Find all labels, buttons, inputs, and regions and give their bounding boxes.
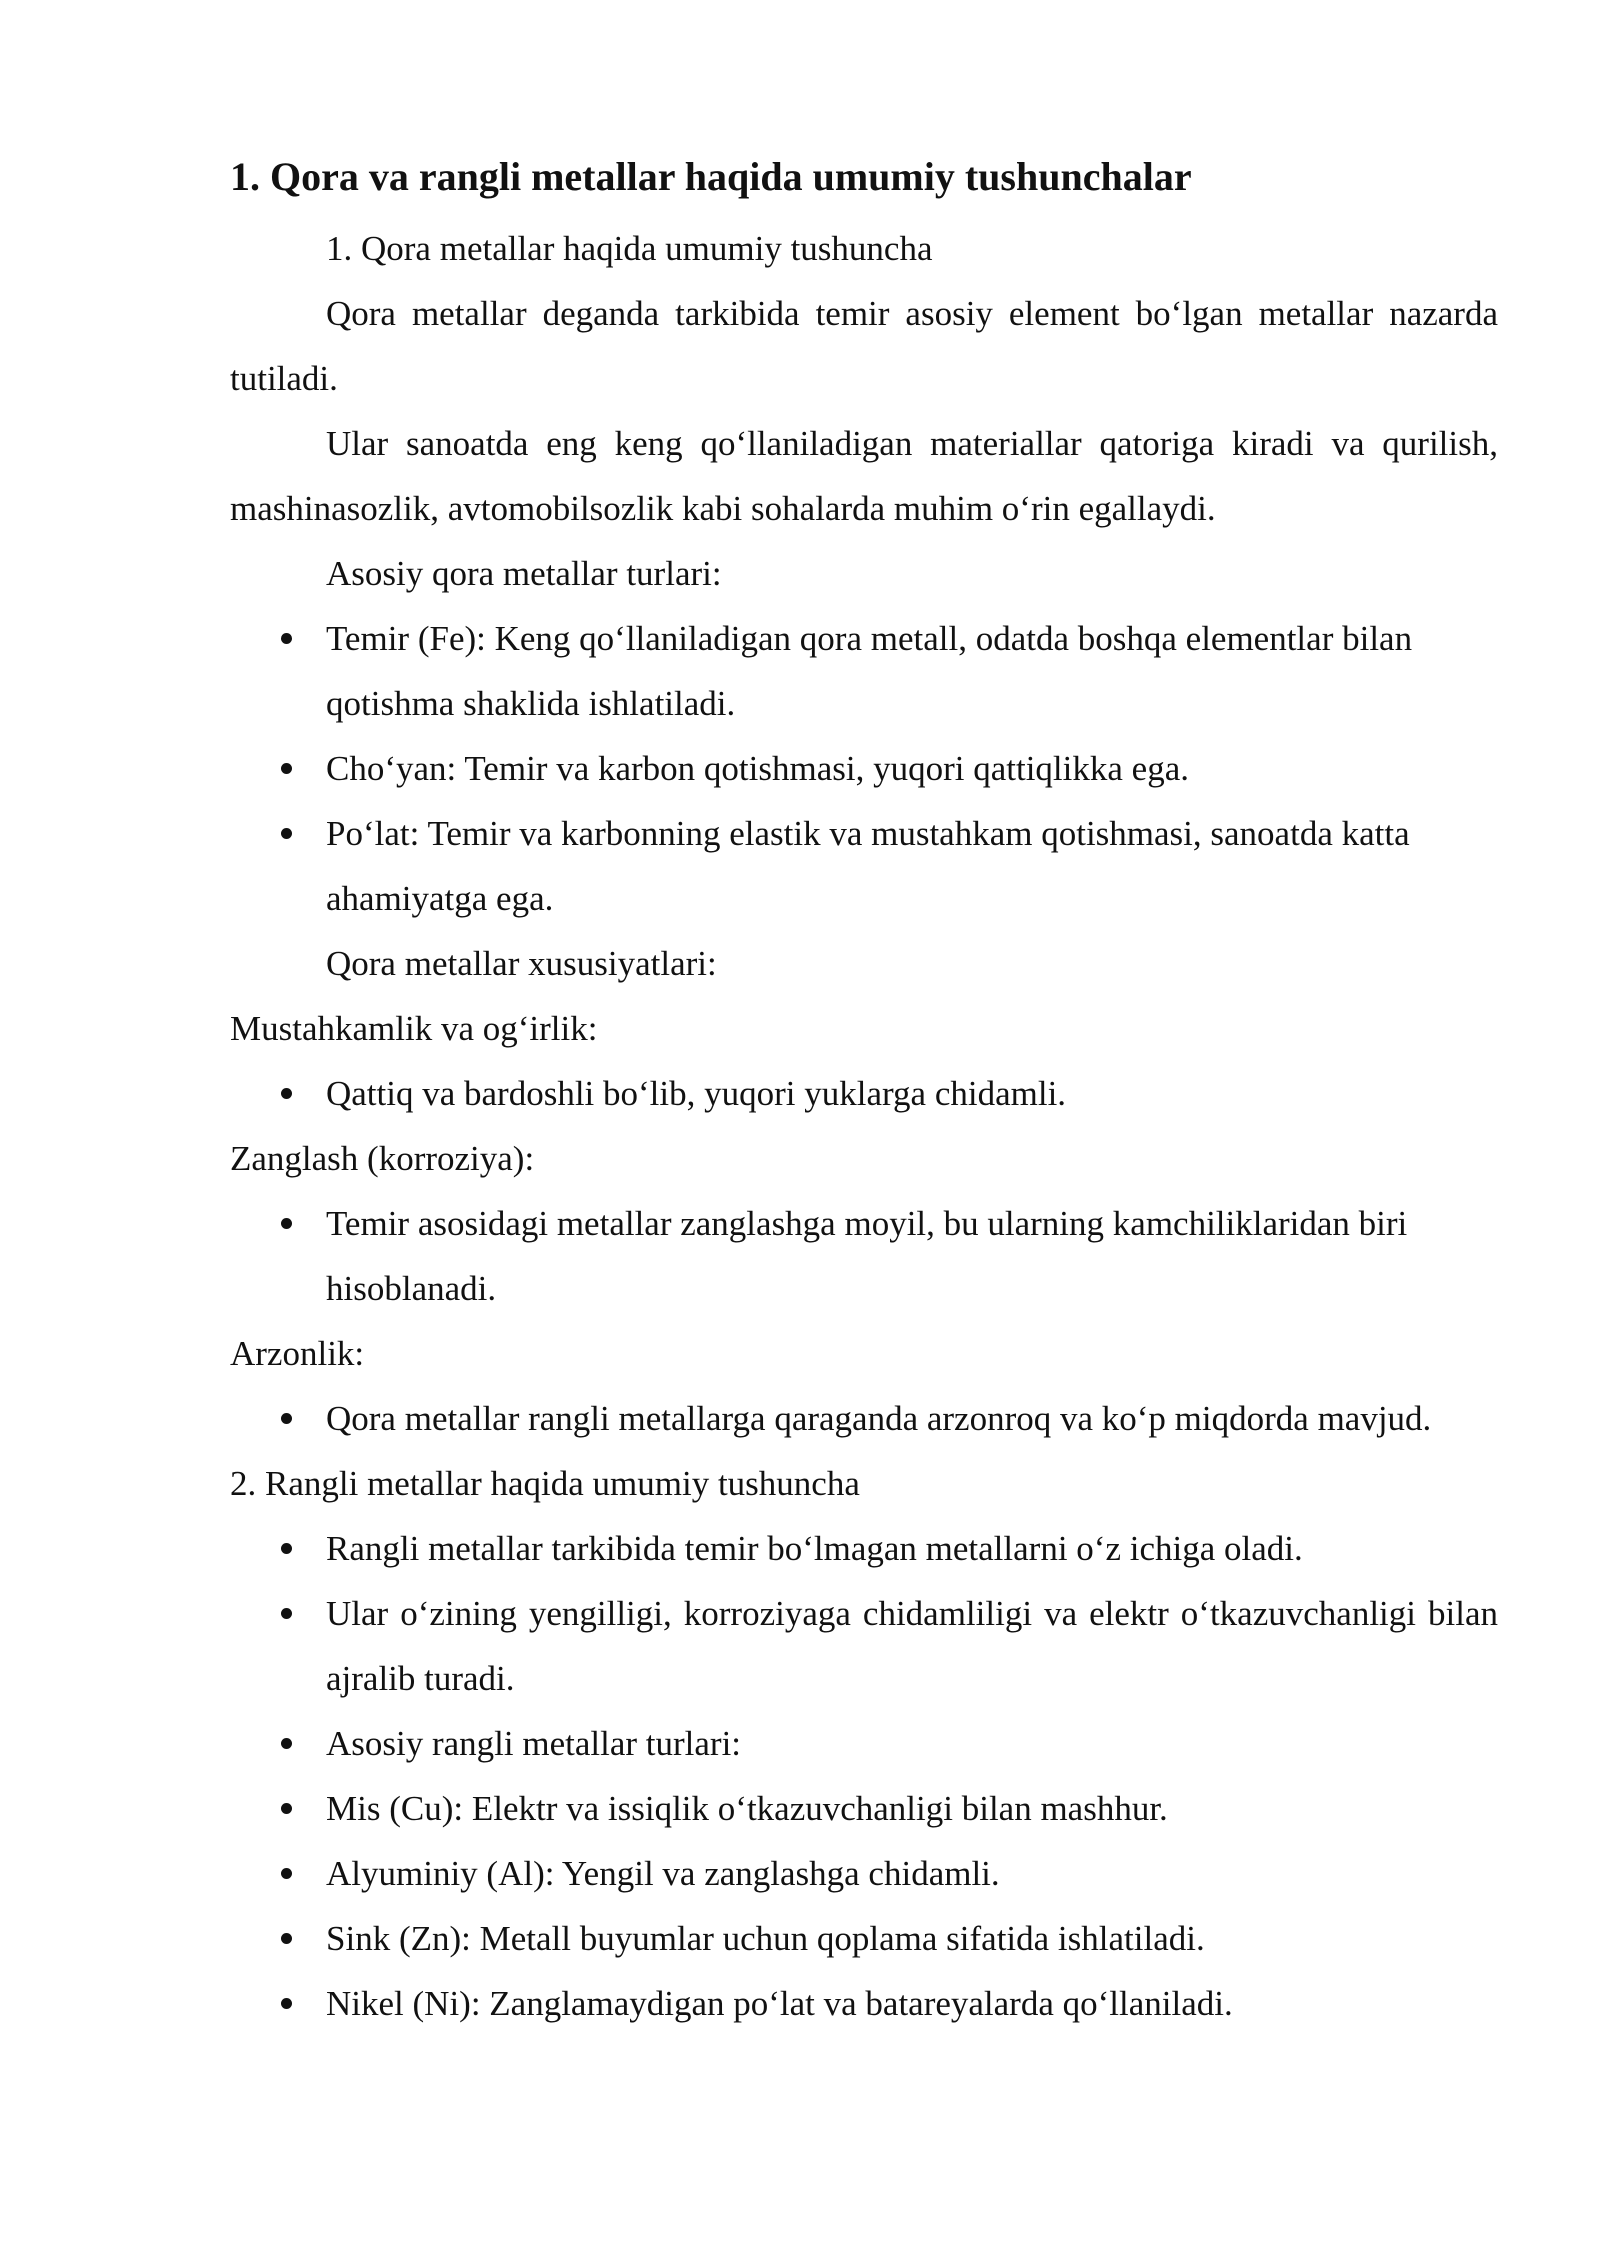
list-item-text: Qattiq va bardoshli bo‘lib, yuqori yuklarga chidamli. bbox=[326, 1074, 1067, 1113]
bullet-icon bbox=[281, 1933, 292, 1944]
list-item-text: Mis (Cu): Elektr va issiqlik o‘tkazuvchanligi bilan mashhur. bbox=[326, 1789, 1168, 1828]
list-item bbox=[230, 801, 1498, 931]
section2-heading: 2. Rangli metallar haqida umumiy tushuncha bbox=[230, 1464, 860, 1503]
paragraph-definition: Qora metallar deganda tarkibida temir asosiy element bo‘lgan metallar nazarda tutiladi. bbox=[230, 294, 1498, 398]
bullet-icon bbox=[281, 1413, 292, 1424]
bullet-icon bbox=[281, 1998, 292, 2009]
list-item-text: Cho‘yan: Temir va karbon qotishmasi, yuqori qattiqlikka ega. bbox=[326, 749, 1189, 788]
list-item-text: Ular o‘zining yengilligi, korroziyaga chidamliligi va elektr o‘tkazuvchanligi bilan ajralib turadi. bbox=[326, 1594, 1498, 1698]
list-item-text: Temir asosidagi metallar zanglashga moyil, bu ularning kamchiliklaridan biri hisoblanadi. bbox=[326, 1204, 1408, 1308]
bullet-icon bbox=[281, 1868, 292, 1879]
ferrous-types-list bbox=[230, 606, 1498, 931]
section1-heading: 1. Qora metallar haqida umumiy tushuncha bbox=[326, 229, 933, 268]
list-item-text: Qora metallar rangli metallarga qaraganda arzonroq va ko‘p miqdorda mavjud. bbox=[326, 1399, 1432, 1438]
list-item bbox=[230, 736, 1498, 801]
corrosion-list bbox=[230, 1191, 1498, 1321]
cheapness-label: Arzonlik: bbox=[230, 1334, 365, 1373]
bullet-icon bbox=[281, 633, 292, 644]
strength-list bbox=[230, 1061, 1498, 1126]
list-item bbox=[230, 1516, 1498, 1581]
list-item-text: Sink (Zn): Metall buyumlar uchun qoplama sifatida ishlatiladi. bbox=[326, 1919, 1205, 1958]
list-item bbox=[230, 1776, 1498, 1841]
list-item-text: Po‘lat: Temir va karbonning elastik va mustahkam qotishmasi, sanoatda katta ahamiyatga ega. bbox=[326, 814, 1410, 918]
list-item-text: Rangli metallar tarkibida temir bo‘lmagan metallarni o‘z ichiga oladi. bbox=[326, 1529, 1303, 1568]
bullet-icon bbox=[281, 1608, 292, 1619]
list-item bbox=[230, 1061, 1498, 1126]
bullet-icon bbox=[281, 1088, 292, 1099]
bullet-icon bbox=[281, 1738, 292, 1749]
list-item bbox=[230, 1841, 1498, 1906]
strength-label: Mustahkamlik va og‘irlik: bbox=[230, 1009, 598, 1048]
paragraph-usage: Ular sanoatda eng keng qo‘llaniladigan materiallar qatoriga kiradi va qurilish, mashinasozlik, avtomobilsozlik kabi sohalarda muhim o‘rin egallaydi. bbox=[230, 424, 1498, 528]
list-item-text: Temir (Fe): Keng qo‘llaniladigan qora metall, odatda boshqa elementlar bilan qotishma shaklida ishlatiladi. bbox=[326, 619, 1413, 723]
list-item-text: Nikel (Ni): Zanglamaydigan po‘lat va batareyalarda qo‘llaniladi. bbox=[326, 1984, 1233, 2023]
bullet-icon bbox=[281, 1218, 292, 1229]
properties-heading: Qora metallar xususiyatlari: bbox=[326, 944, 717, 983]
list-item bbox=[230, 1386, 1498, 1451]
corrosion-label: Zanglash (korroziya): bbox=[230, 1139, 535, 1178]
list-item bbox=[230, 1971, 1498, 2036]
nonferrous-list bbox=[230, 1516, 1498, 2036]
list-item bbox=[230, 1906, 1498, 1971]
list-item-text: Alyuminiy (Al): Yengil va zanglashga chidamli. bbox=[326, 1854, 1000, 1893]
bullet-icon bbox=[281, 828, 292, 839]
list-item bbox=[230, 1581, 1498, 1711]
document-title: 1. Qora va rangli metallar haqida umumiy tushunchalar bbox=[230, 154, 1192, 199]
bullet-icon bbox=[281, 1803, 292, 1814]
document-page bbox=[230, 150, 1498, 2036]
bullet-icon bbox=[281, 763, 292, 774]
list-item bbox=[230, 1191, 1498, 1321]
list-item-text: Asosiy rangli metallar turlari: bbox=[326, 1724, 742, 1763]
bullet-icon bbox=[281, 1543, 292, 1554]
types-heading: Asosiy qora metallar turlari: bbox=[326, 554, 722, 593]
list-item bbox=[230, 1711, 1498, 1776]
list-item bbox=[230, 606, 1498, 736]
cheapness-list bbox=[230, 1386, 1498, 1451]
